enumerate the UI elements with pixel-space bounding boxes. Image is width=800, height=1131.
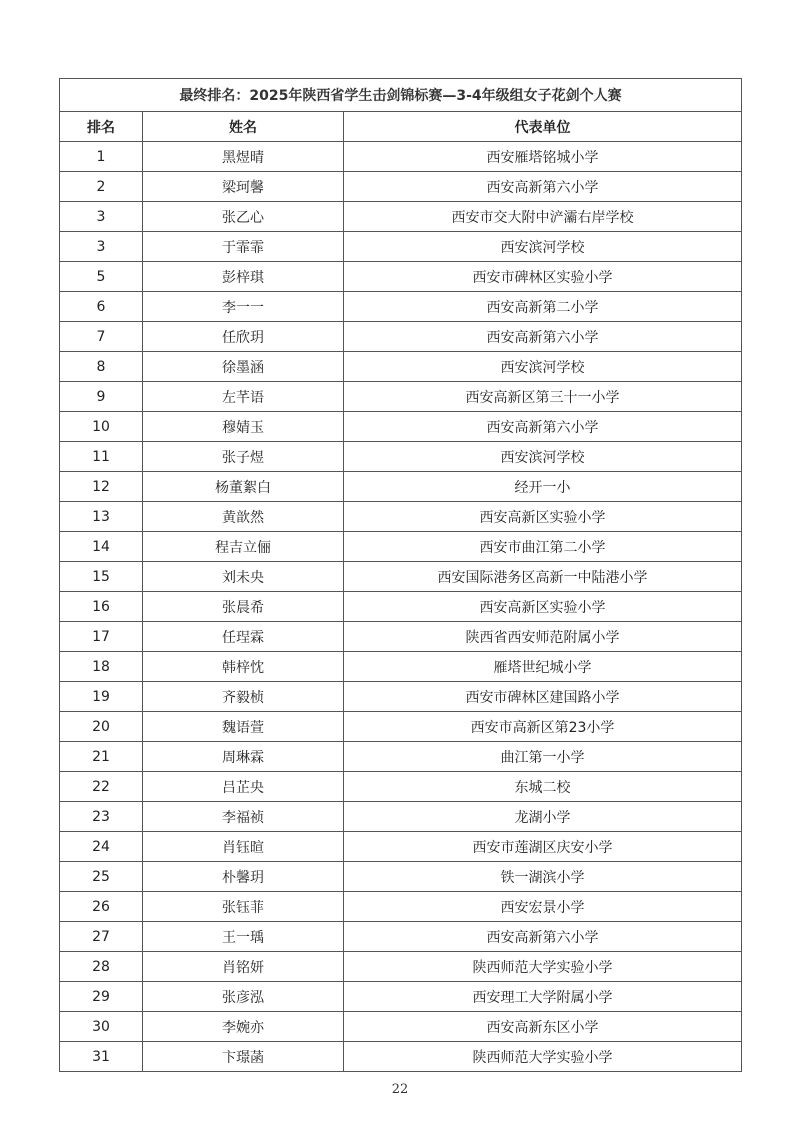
name-cell: 魏语萱 [143, 712, 344, 742]
name-cell: 吕芷央 [143, 772, 344, 802]
unit-cell: 陕西师范大学实验小学 [344, 1042, 742, 1072]
table-row [60, 532, 742, 562]
table-row [60, 592, 742, 622]
table-header-row [60, 112, 742, 142]
rank-cell: 3 [60, 202, 143, 232]
unit-cell: 西安市碑林区建国路小学 [344, 682, 742, 712]
table-row [60, 892, 742, 922]
unit-cell: 铁一湖滨小学 [344, 862, 742, 892]
name-cell: 韩梓忱 [143, 652, 344, 682]
table-row [60, 1042, 742, 1072]
name-cell: 于霏霏 [143, 232, 344, 262]
rank-cell: 29 [60, 982, 143, 1012]
table-row [60, 142, 742, 172]
table-row [60, 352, 742, 382]
rank-cell: 23 [60, 802, 143, 832]
header-name: 姓名 [143, 112, 344, 142]
rank-cell: 7 [60, 322, 143, 352]
name-cell: 黑煜晴 [143, 142, 344, 172]
name-cell: 任珵霖 [143, 622, 344, 652]
name-cell: 张乙心 [143, 202, 344, 232]
unit-cell: 西安高新第六小学 [344, 412, 742, 442]
table-row [60, 442, 742, 472]
table-row [60, 202, 742, 232]
rank-cell: 18 [60, 652, 143, 682]
rank-cell: 6 [60, 292, 143, 322]
table-row [60, 322, 742, 352]
name-cell: 任欣玥 [143, 322, 344, 352]
table-row [60, 802, 742, 832]
table-row [60, 622, 742, 652]
table-row [60, 712, 742, 742]
table-row [60, 172, 742, 202]
name-cell: 张子煜 [143, 442, 344, 472]
name-cell: 朴馨玥 [143, 862, 344, 892]
name-cell: 李一一 [143, 292, 344, 322]
ranking-table [59, 78, 742, 1072]
unit-cell: 西安高新区第三十一小学 [344, 382, 742, 412]
unit-cell: 陕西师范大学实验小学 [344, 952, 742, 982]
header-rank: 排名 [60, 112, 143, 142]
table-row [60, 682, 742, 712]
unit-cell: 西安宏景小学 [344, 892, 742, 922]
name-cell: 张钰菲 [143, 892, 344, 922]
unit-cell: 曲江第一小学 [344, 742, 742, 772]
name-cell: 杨董絮白 [143, 472, 344, 502]
unit-cell: 西安市莲湖区庆安小学 [344, 832, 742, 862]
name-cell: 张彦泓 [143, 982, 344, 1012]
table-row [60, 262, 742, 292]
name-cell: 左芊语 [143, 382, 344, 412]
name-cell: 张晨希 [143, 592, 344, 622]
unit-cell: 陕西省西安师范附属小学 [344, 622, 742, 652]
rank-cell: 24 [60, 832, 143, 862]
unit-cell: 西安市高新区第23小学 [344, 712, 742, 742]
rank-cell: 2 [60, 172, 143, 202]
name-cell: 肖钰暄 [143, 832, 344, 862]
name-cell: 刘未央 [143, 562, 344, 592]
rank-cell: 13 [60, 502, 143, 532]
unit-cell: 西安滨河学校 [344, 232, 742, 262]
table-row [60, 562, 742, 592]
rank-cell: 9 [60, 382, 143, 412]
table-row [60, 982, 742, 1012]
rank-cell: 11 [60, 442, 143, 472]
unit-cell: 西安滨河学校 [344, 442, 742, 472]
rank-cell: 20 [60, 712, 143, 742]
rank-cell: 19 [60, 682, 143, 712]
table-row [60, 232, 742, 262]
table-title-row [60, 79, 742, 112]
unit-cell: 西安市碑林区实验小学 [344, 262, 742, 292]
unit-cell: 西安高新区实验小学 [344, 502, 742, 532]
rank-cell: 26 [60, 892, 143, 922]
table-row [60, 652, 742, 682]
unit-cell: 雁塔世纪城小学 [344, 652, 742, 682]
rank-cell: 8 [60, 352, 143, 382]
unit-cell: 西安市交大附中浐灞右岸学校 [344, 202, 742, 232]
table-row [60, 922, 742, 952]
unit-cell: 西安高新东区小学 [344, 1012, 742, 1042]
unit-cell: 龙湖小学 [344, 802, 742, 832]
header-unit: 代表单位 [344, 112, 742, 142]
name-cell: 王一瑀 [143, 922, 344, 952]
table-title: 最终排名：2025年陕西省学生击剑锦标赛—3-4年级组女子花剑个人赛 [60, 79, 742, 112]
table-body [60, 142, 742, 1072]
unit-cell: 西安滨河学校 [344, 352, 742, 382]
unit-cell: 西安高新第六小学 [344, 172, 742, 202]
rank-cell: 22 [60, 772, 143, 802]
unit-cell: 西安市曲江第二小学 [344, 532, 742, 562]
page-number: 22 [391, 1082, 409, 1097]
table-row [60, 292, 742, 322]
name-cell: 齐毅桢 [143, 682, 344, 712]
table-row [60, 1012, 742, 1042]
table-row [60, 412, 742, 442]
unit-cell: 西安高新第六小学 [344, 922, 742, 952]
unit-cell: 西安理工大学附属小学 [344, 982, 742, 1012]
rank-cell: 12 [60, 472, 143, 502]
name-cell: 肖铭妍 [143, 952, 344, 982]
rank-cell: 10 [60, 412, 143, 442]
name-cell: 穆婧玉 [143, 412, 344, 442]
name-cell: 周琳霖 [143, 742, 344, 772]
rank-cell: 28 [60, 952, 143, 982]
unit-cell: 西安国际港务区高新一中陆港小学 [344, 562, 742, 592]
unit-cell: 经开一小 [344, 472, 742, 502]
rank-cell: 5 [60, 262, 143, 292]
rank-cell: 15 [60, 562, 143, 592]
rank-cell: 27 [60, 922, 143, 952]
unit-cell: 西安高新第六小学 [344, 322, 742, 352]
unit-cell: 西安高新区实验小学 [344, 592, 742, 622]
unit-cell: 东城二校 [344, 772, 742, 802]
rank-cell: 21 [60, 742, 143, 772]
table-row [60, 862, 742, 892]
rank-cell: 3 [60, 232, 143, 262]
name-cell: 卞璟菡 [143, 1042, 344, 1072]
rank-cell: 1 [60, 142, 143, 172]
name-cell: 梁珂馨 [143, 172, 344, 202]
unit-cell: 西安高新第二小学 [344, 292, 742, 322]
rank-cell: 16 [60, 592, 143, 622]
name-cell: 程吉立俪 [143, 532, 344, 562]
rank-cell: 17 [60, 622, 143, 652]
table-row [60, 472, 742, 502]
table-row [60, 772, 742, 802]
table-row [60, 502, 742, 532]
table-row [60, 742, 742, 772]
unit-cell: 西安雁塔铭城小学 [344, 142, 742, 172]
name-cell: 李婉亦 [143, 1012, 344, 1042]
table-row [60, 382, 742, 412]
rank-cell: 30 [60, 1012, 143, 1042]
rank-cell: 25 [60, 862, 143, 892]
name-cell: 李福祯 [143, 802, 344, 832]
name-cell: 彭梓琪 [143, 262, 344, 292]
table-row [60, 832, 742, 862]
rank-cell: 31 [60, 1042, 143, 1072]
name-cell: 黄歆然 [143, 502, 344, 532]
table-row [60, 952, 742, 982]
name-cell: 徐墨涵 [143, 352, 344, 382]
rank-cell: 14 [60, 532, 143, 562]
